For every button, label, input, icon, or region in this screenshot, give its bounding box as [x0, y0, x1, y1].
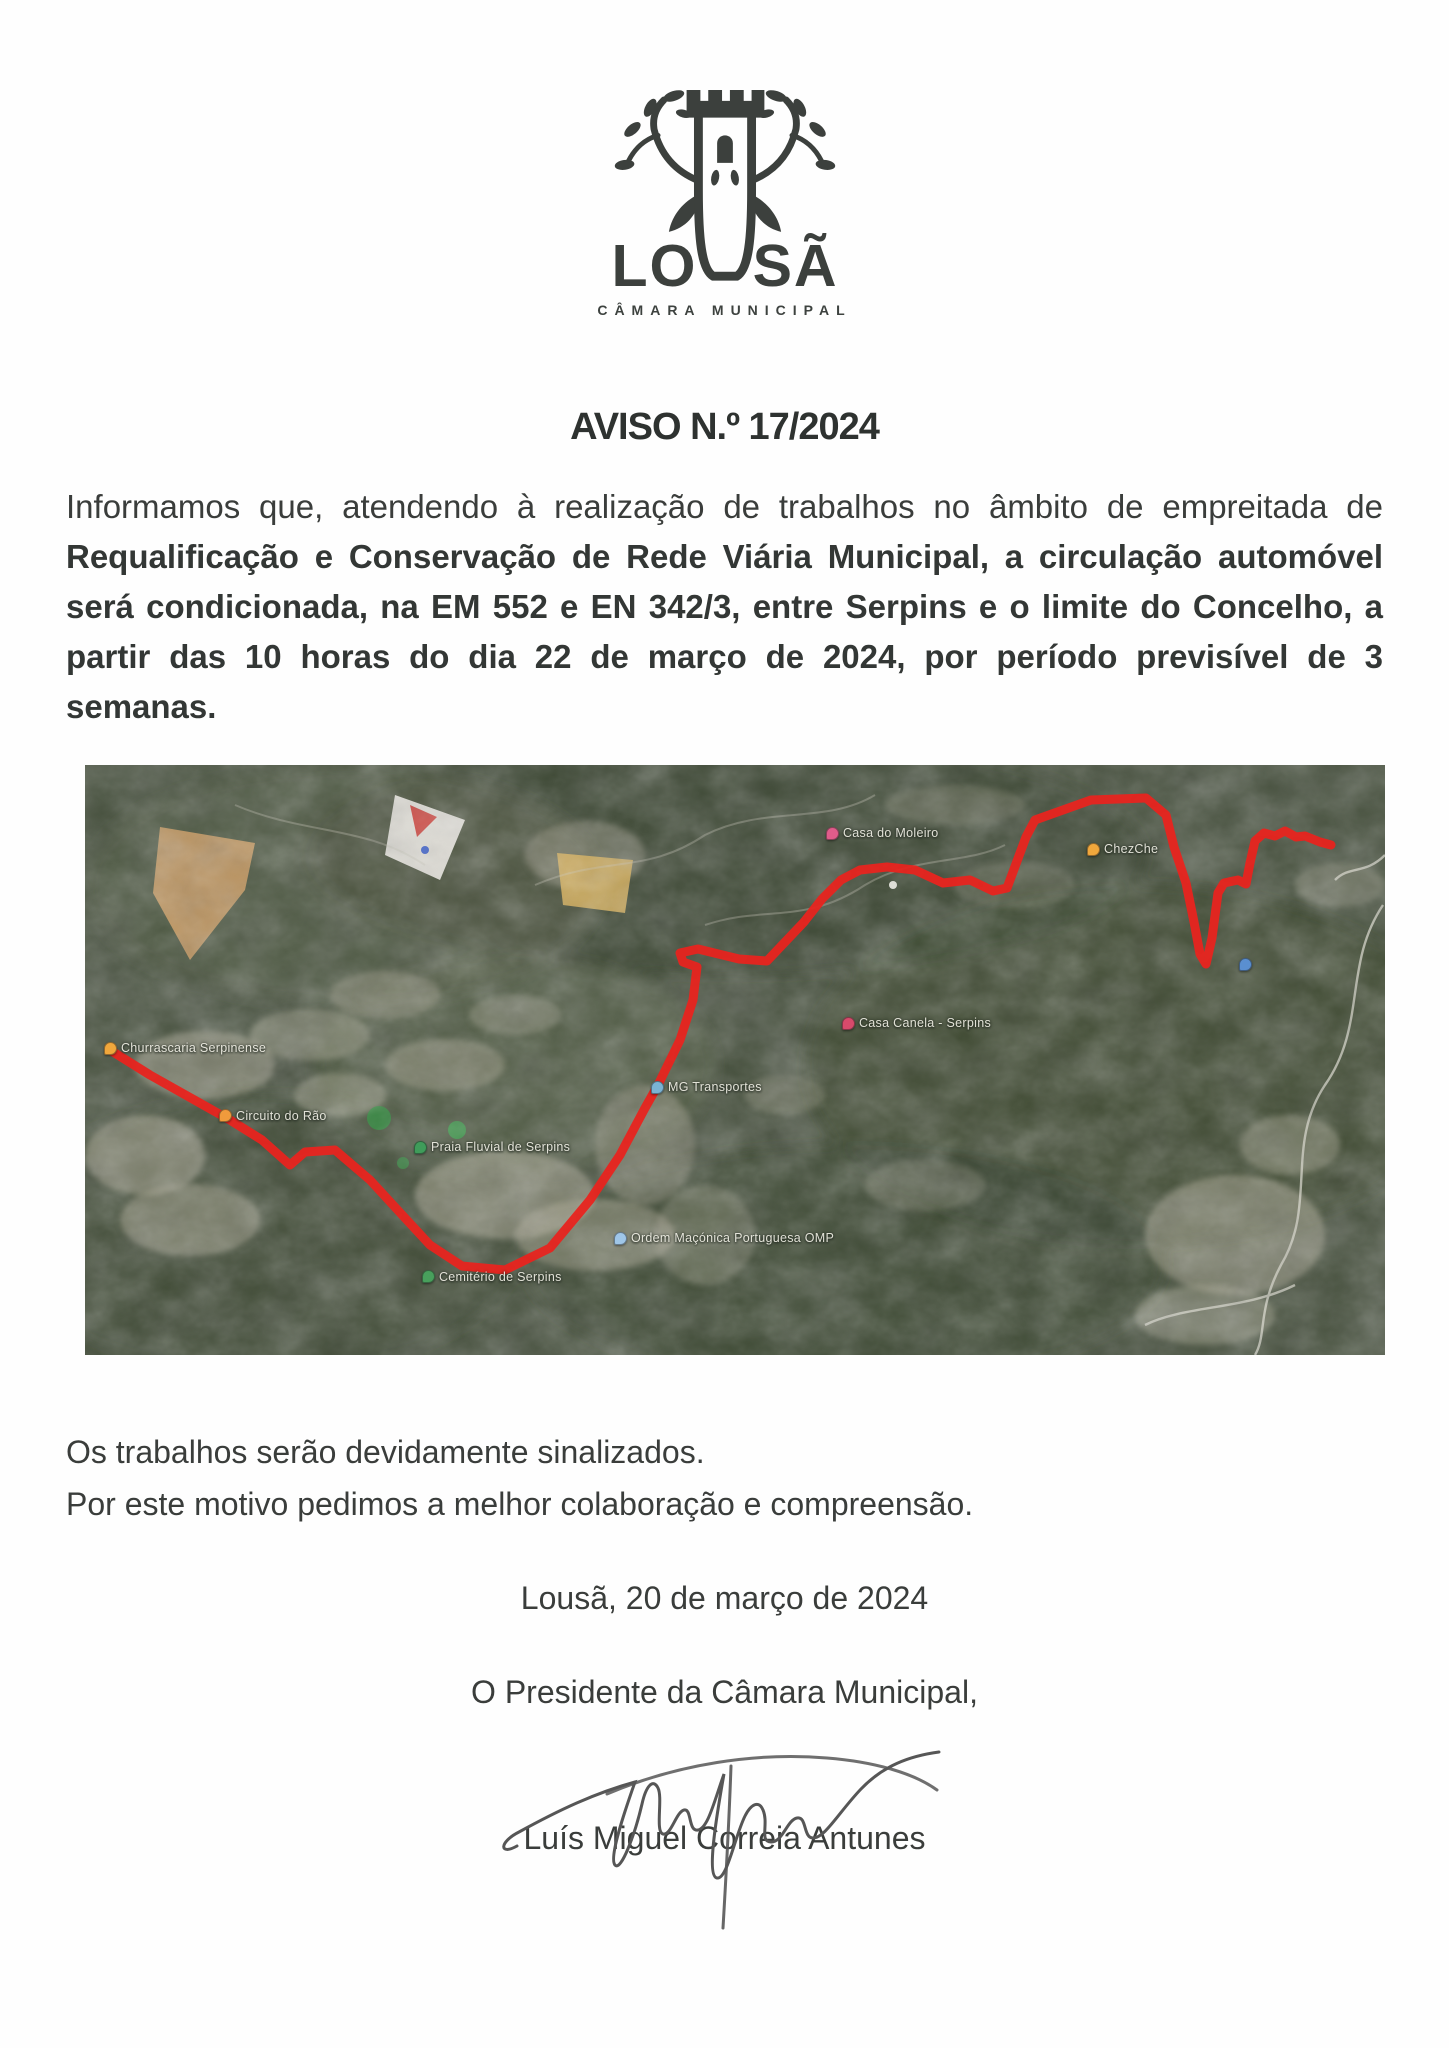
map-pin-label: Casa do Moleiro — [842, 826, 939, 841]
map-pins-layer — [85, 765, 1385, 1355]
map-pin-label: MG Transportes — [668, 1080, 762, 1095]
lousa-castle-deer-logo-icon — [597, 84, 853, 296]
map-pin — [842, 1016, 991, 1030]
map-pin — [104, 1041, 266, 1055]
signatory-role: O Presidente da Câmara Municipal, — [471, 1674, 978, 1710]
paragraph-regular-text: Informamos que, atendendo à realização de trabalhos no âmbito de empreitada de — [66, 488, 1383, 525]
logo-word-right: SÃ — [752, 233, 839, 296]
map-pin-label: Circuito do Rão — [236, 1108, 327, 1123]
map-pin — [651, 1080, 762, 1094]
place-and-date: Lousã, 20 de março de 2024 — [520, 1580, 929, 1616]
map-pin-icon — [651, 1081, 664, 1094]
map-pin-label: Ordem Maçónica Portuguesa OMP — [630, 1231, 835, 1245]
map-pin — [414, 1140, 570, 1154]
closing-line-2: Por este motivo pedimos a melhor colaboração e compreensão. — [66, 1486, 974, 1522]
map-pin — [826, 826, 939, 840]
map-pin-label: Cemitério de Serpins — [438, 1269, 562, 1284]
paragraph-bold-text: Requalificação e Conservação de Rede Viária Municipal, a circulação automóvel será condicionada, na EM 552 e EN 342/3, entre Serpins e o limite do Concelho, a partir das 10 horas do dia 22 de março de 2024, por período previsível de 3 semanas. — [66, 538, 1383, 725]
signature-icon — [495, 1694, 955, 1934]
map-pin — [1239, 958, 1252, 971]
municipality-logo — [575, 84, 875, 318]
map-pin — [614, 1231, 834, 1245]
map-pin-icon — [842, 1017, 855, 1030]
notice-title: AVISO N.º 17/2024 — [570, 406, 879, 448]
satellite-map — [85, 765, 1385, 1355]
closing-lines — [66, 1426, 973, 1530]
map-pin-icon — [826, 827, 839, 840]
map-pin-icon — [219, 1109, 232, 1122]
map-pin-label: Casa Canela - Serpins — [858, 1016, 992, 1030]
closing-line-1: Os trabalhos serão devidamente sinalizados. — [66, 1434, 705, 1470]
map-pin-icon — [104, 1042, 117, 1055]
signatory-name: Luís Miguel Correia Antunes — [523, 1820, 926, 1856]
map-pin — [219, 1109, 327, 1123]
logo-word-left: LO — [610, 233, 697, 296]
map-pin-label: ChezChe — [1104, 842, 1159, 856]
notice-paragraph — [66, 482, 1383, 732]
map-pin-icon — [1087, 843, 1100, 856]
map-pin-icon — [414, 1141, 427, 1154]
map-pin-label: Praia Fluvial de Serpins — [431, 1140, 571, 1155]
map-pin — [422, 1270, 562, 1284]
map-pin-icon — [1239, 958, 1252, 971]
map-pin-icon — [614, 1232, 627, 1245]
map-pin-icon — [422, 1270, 435, 1283]
map-pin — [1087, 842, 1158, 856]
map-pin-label: Churrascaria Serpinense — [120, 1041, 267, 1056]
logo-subtitle: CÂMARA MUNICIPAL — [597, 302, 852, 318]
